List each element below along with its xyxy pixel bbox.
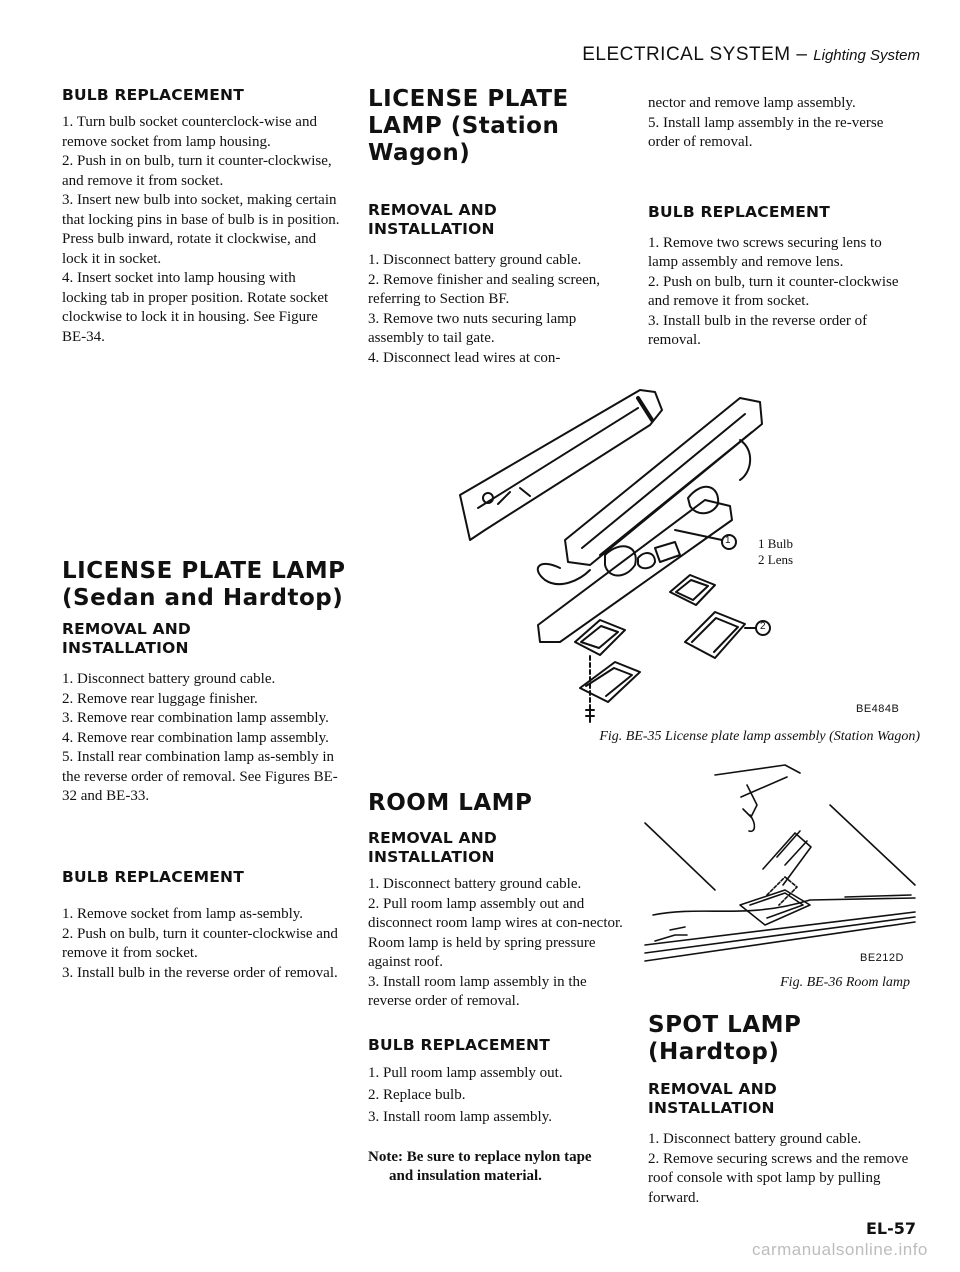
removal-heading: REMOVAL AND: [368, 201, 497, 219]
legend-item-bulb: 1 Bulb: [758, 536, 794, 551]
room-lamp-illustration: [645, 765, 920, 965]
callout-number-1: 1: [725, 535, 731, 546]
step: 2. Remove securing screws and the remove roof console with spot lamp by pulling forward.: [648, 1150, 909, 1206]
step: 1. Remove two screws securing lens to lamp assembly and remove lens.: [648, 234, 882, 270]
license-wagon-subtitle: LAMP (Station Wagon): [368, 113, 560, 166]
step: 1. Disconnect battery ground cable.: [648, 1131, 862, 1147]
step: 1. Remove socket from lamp as-sembly.: [62, 906, 304, 922]
step: 1. Turn bulb socket counterclock-wise and remove socket from lamp housing.: [62, 114, 317, 150]
header-dash: –: [796, 44, 808, 65]
license-sedan-title: LICENSE PLATE LAMP: [62, 558, 346, 584]
col1-license-section: [62, 558, 352, 807]
page-header: [540, 44, 920, 66]
lp-bulb-heading: BULB REPLACEMENT: [62, 868, 244, 886]
removal-heading-2: INSTALLATION: [368, 848, 495, 866]
room-steps: [368, 875, 632, 1012]
col3-bulb-steps: [648, 234, 914, 351]
col1-bulb-heading: BULB REPLACEMENT: [62, 86, 244, 104]
license-wagon-title: LICENSE PLATE: [368, 86, 569, 112]
step: 2. Remove rear luggage finisher.: [62, 690, 258, 707]
step: 2. Push on bulb, turn it counter-clockwise and remove it from socket.: [62, 925, 338, 961]
step: 3. Remove two nuts securing lamp assembly to tail gate.: [368, 310, 577, 346]
col1-lp-bulb-section: [62, 868, 342, 983]
watermark: carmanualsonline.info: [752, 1240, 928, 1259]
license-sedan-subtitle: (Sedan and Hardtop): [62, 585, 344, 611]
header-title: ELECTRICAL SYSTEM: [582, 44, 791, 65]
fig36-code: BE212D: [860, 952, 904, 964]
step: 4. Disconnect lead wires at con-: [368, 349, 561, 366]
lp-bulb-steps: [62, 905, 342, 983]
col1-bulb-steps: [62, 113, 342, 347]
step: 3. Install room lamp assembly in the reverse order of removal.: [368, 973, 587, 1009]
fig36-caption: Fig. BE-36 Room lamp: [780, 975, 910, 990]
col3-section: [648, 94, 914, 351]
col3-bulb-heading: BULB REPLACEMENT: [648, 202, 830, 221]
step: 2. Replace bulb.: [368, 1086, 466, 1103]
col1-license-steps: [62, 670, 342, 807]
legend-item-lens: 2 Lens: [758, 552, 794, 567]
note-line-2: and insulation material.: [389, 1168, 542, 1184]
fig35-code: BE484B: [856, 703, 900, 715]
step: 1. Disconnect battery ground cable.: [368, 876, 582, 892]
col2-steps: [368, 251, 630, 368]
step: 2. Remove finisher and sealing screen, referring to Section BF.: [368, 271, 601, 307]
step: 2. Pull room lamp assembly out and disconnect room lamp wires at con-nector. Room lamp is held by spring pressure against roof.: [368, 895, 623, 970]
room-note: [368, 1148, 638, 1187]
step: nector and remove lamp assembly.: [648, 95, 856, 111]
room-lamp-section: [368, 790, 638, 1187]
removal-heading-2: INSTALLATION: [368, 220, 495, 238]
removal-heading: REMOVAL AND: [62, 620, 191, 638]
spot-lamp-section: [648, 1012, 928, 1208]
callout-number-2: 2: [760, 621, 766, 632]
step: 4. Remove rear combination lamp assembly.: [62, 729, 329, 746]
header-subtitle: Lighting System: [813, 47, 920, 64]
step: 1. Pull room lamp assembly out.: [368, 1064, 563, 1081]
note-line-1: Note: Be sure to replace nylon tape: [368, 1148, 592, 1165]
col1-bulb-section: [62, 86, 342, 347]
step: 5. Install rear combination lamp as-sembly in the reverse order of removal. See Figures BE-32 and BE-33.: [62, 749, 338, 804]
step: 4. Insert socket into lamp housing with locking tab in proper position. Rotate socket clockwise to lock it in housing. See Figure BE-34.: [62, 270, 329, 345]
step: 3. Install bulb in the reverse order of removal.: [62, 964, 338, 981]
fig35-callout-legend: [758, 536, 818, 568]
step: 3. Install bulb in the reverse order of removal.: [648, 312, 868, 348]
spot-steps: [648, 1130, 914, 1208]
removal-heading: REMOVAL AND: [368, 829, 497, 847]
step: 2. Push on bulb, turn it counter-clockwise and remove it from socket.: [648, 273, 899, 309]
fig35-caption: Fig. BE-35 License plate lamp assembly (Station Wagon): [599, 729, 920, 744]
step: 3. Remove rear combination lamp assembly.: [62, 710, 329, 726]
step: 1. Disconnect battery ground cable.: [368, 252, 582, 268]
spot-lamp-title: SPOT LAMP (Hardtop): [648, 1012, 802, 1065]
page-number: EL-57: [866, 1219, 917, 1238]
col3-continued-steps: [648, 94, 914, 153]
room-lamp-title: ROOM LAMP: [368, 790, 533, 816]
removal-heading-2: INSTALLATION: [648, 1099, 775, 1117]
step: 3. Install room lamp assembly.: [368, 1108, 552, 1125]
removal-heading: REMOVAL AND: [648, 1080, 777, 1098]
step: 1. Disconnect battery ground cable.: [62, 671, 276, 687]
step: 5. Install lamp assembly in the re-verse order of removal.: [648, 114, 884, 150]
col2-station-section: [368, 86, 648, 368]
room-bulb-steps: [368, 1062, 638, 1128]
step: 2. Push in on bulb, turn it counter-clockwise, and remove it from socket.: [62, 153, 332, 189]
removal-heading-2: INSTALLATION: [62, 639, 189, 657]
step: 3. Insert new bulb into socket, making certain that locking pins in base of bulb is in position. Press bulb inward, rotate it clockwise, and lock it in socket.: [62, 192, 340, 267]
room-bulb-heading: BULB REPLACEMENT: [368, 1035, 550, 1054]
